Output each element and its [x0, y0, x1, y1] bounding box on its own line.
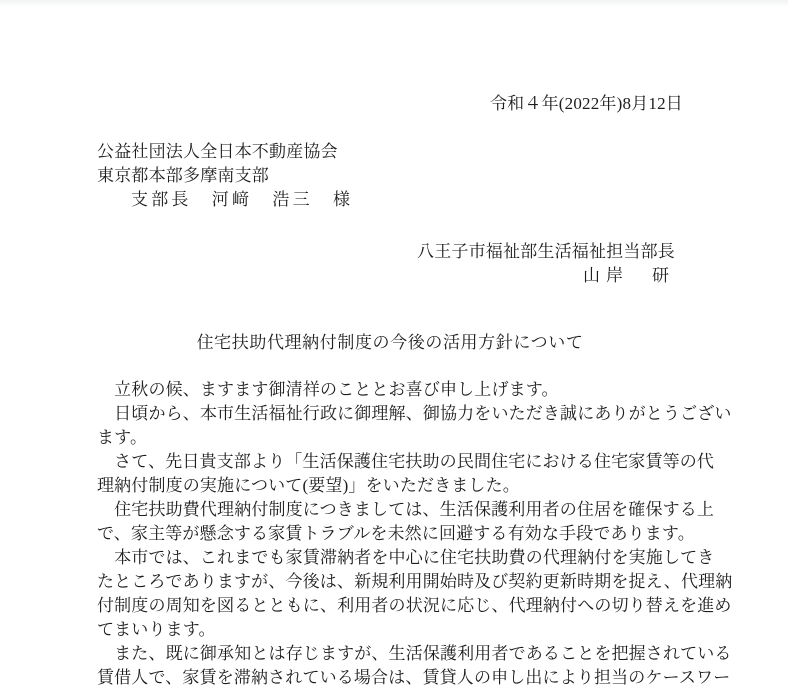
body-line: さて、先日貴支部より「生活保護住宅扶助の民間住宅における住宅家賃等の代: [97, 452, 715, 471]
sender-title: 八王子市福祉部生活福祉担当部長: [417, 242, 675, 261]
body-line: 日頃から、本市生活福祉行政に御理解、御協力をいただき誠にありがとうござい: [97, 404, 732, 423]
date-text: 令和４年(2022年)8月12日: [489, 94, 683, 113]
body-line: 立秋の候、ますます御清祥のこととお喜び申し上げます。: [97, 380, 559, 399]
document-content: [97, 0, 733, 695]
body-line: で、家主等が懸念する家賃トラブルを未然に回避する有効な手段であります。: [97, 524, 695, 543]
body-line: 住宅扶助費代理納付制度につきましては、生活保護利用者の住居を確保する上: [97, 500, 715, 519]
recipient-branch: 東京都本部多摩南支部: [97, 166, 269, 185]
sender-block: [97, 240, 683, 288]
page-title-text: 住宅扶助代理納付制度の今後の活用方針について: [196, 333, 584, 352]
sender-name: 山岸 研: [583, 266, 675, 285]
date-line: [97, 92, 683, 116]
body-line: 理納付制度の実施について(要望)」をいただきました。: [97, 476, 520, 495]
body-line: 賃借人で、家賃を滞納されている場合は、賃貸人の申し出により担当のケースワー: [97, 668, 731, 687]
body-line: たところでありますが、今後は、新規利用開始時及び契約更新時期を捉え、代理納: [97, 572, 733, 591]
page-title: [97, 331, 683, 355]
recipient-attention: 支部長 河﨑 浩三 様: [131, 190, 354, 209]
body-line: てまいります。: [97, 620, 216, 639]
body-paragraph: [97, 450, 715, 498]
body-line: 本市では、これまでも家賃滞納者を中心に住宅扶助費の代理納付を実施してき: [97, 548, 715, 567]
body-paragraph: [97, 642, 732, 690]
body-paragraph: [97, 378, 683, 402]
body-paragraph: [97, 498, 715, 546]
body-paragraph: [97, 546, 733, 642]
body-line: また、既に御承知とは存じますが、生活保護利用者であることを把握されている: [97, 644, 732, 663]
recipient-block: [97, 140, 683, 212]
body-paragraph: [97, 402, 732, 450]
body-line: 付制度の周知を図るとともに、利用者の状況に応じ、代理納付への切り替えを進め: [97, 596, 732, 615]
body-text: [97, 378, 733, 690]
recipient-organization: 公益社団法人全日本不動産協会: [97, 142, 338, 161]
body-line: ます。: [97, 428, 148, 447]
